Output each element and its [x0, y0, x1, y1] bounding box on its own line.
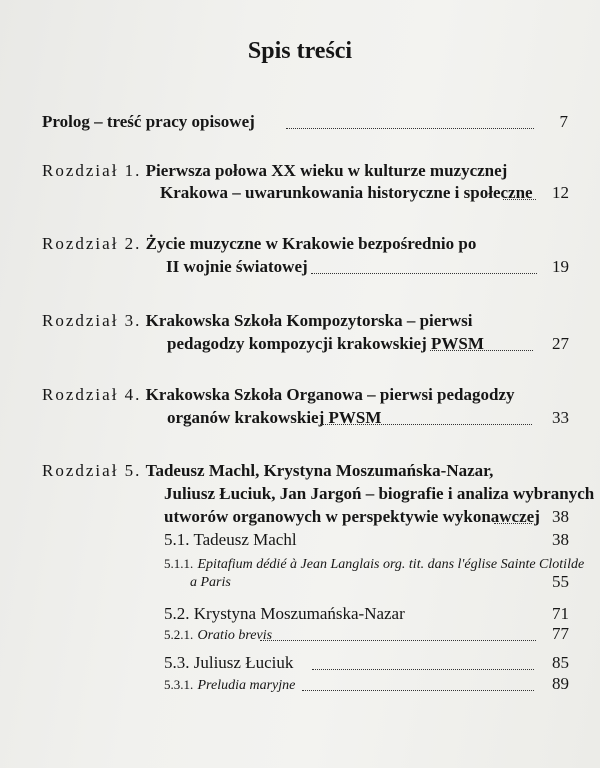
- chapter-title-line1: Krakowska Szkoła Kompozytorska – pierwsi: [145, 311, 473, 330]
- chapter-page: 33: [552, 408, 569, 427]
- chapter-title-line1: Tadeusz Machl, Krystyna Moszumańska-Nazar,: [145, 461, 494, 480]
- subsection-title-line1: Epitafium dédié à Jean Langlais org. tit. dans l'église Sainte Clotilde: [197, 557, 585, 572]
- chapter-title-line1: Życie muzyczne w Krakowie bezpośrednio po: [145, 234, 477, 253]
- subsection-title: Oratio brevis: [197, 628, 273, 643]
- chapter-title-line2: II wojnie światowej: [166, 257, 308, 276]
- dot-leader: [311, 273, 537, 274]
- chapter-title-line2: pedagodzy kompozycji krakowskiej PWSM: [167, 334, 484, 353]
- toc-prolog-label[interactable]: Prolog – treść pracy opisowej: [42, 112, 255, 131]
- subsection-page: 38: [552, 530, 569, 549]
- toc-prolog-page: 7: [559, 112, 568, 131]
- chapter-page: 12: [552, 183, 569, 202]
- chapter-label: Rozdział 3.: [42, 311, 142, 330]
- subsection-page: 89: [552, 674, 569, 693]
- toc-subsection-5-3-1[interactable]: [164, 674, 295, 696]
- toc-subsection-5-1[interactable]: 5.1. Tadeusz Machl: [164, 530, 297, 549]
- chapter-page: 27: [552, 334, 569, 353]
- subsection-page: 55: [552, 572, 569, 591]
- dot-leader: [260, 640, 536, 641]
- chapter-label: Rozdział 1.: [42, 161, 142, 180]
- chapter-title-line1: Krakowska Szkoła Organowa – pierwsi pedagodzy: [145, 385, 515, 404]
- subsection-title: Preludia maryjne: [197, 678, 296, 693]
- chapter-label: Rozdział 2.: [42, 234, 142, 253]
- subsection-page: 85: [552, 653, 569, 672]
- subsection-number: 5.2.1.: [164, 627, 194, 642]
- subsection-title-line2: a Paris: [190, 575, 231, 590]
- subsection-page: 71: [552, 604, 569, 623]
- toc-subsection-5-1-1[interactable]: [164, 553, 584, 575]
- chapter-title-line1: Pierwsza połowa XX wieku w kulturze muzycznej: [145, 161, 508, 180]
- dot-leader: [302, 690, 534, 691]
- toc-chapter-2[interactable]: [42, 234, 476, 254]
- dot-leader: [320, 424, 532, 425]
- chapter-label: Rozdział 4.: [42, 385, 142, 404]
- toc-subsection-5-2[interactable]: 5.2. Krystyna Moszumańska-Nazar: [164, 604, 405, 623]
- subsection-number: 5.3.1.: [164, 677, 194, 692]
- toc-chapter-1[interactable]: [42, 161, 507, 181]
- chapter-page: 19: [552, 257, 569, 276]
- chapter-label: Rozdział 5.: [42, 461, 142, 480]
- subsection-number: 5.1.1.: [164, 556, 194, 571]
- toc-chapter-3[interactable]: [42, 311, 472, 331]
- dot-leader: [430, 350, 533, 351]
- chapter-page: 38: [552, 507, 569, 526]
- dot-leader: [312, 669, 534, 670]
- dot-leader: [494, 523, 532, 524]
- chapter-title-line2: Krakowa – uwarunkowania historyczne i społeczne: [160, 183, 533, 202]
- toc-chapter-5[interactable]: [42, 461, 493, 481]
- chapter-title-line2: Juliusz Łuciuk, Jan Jargoń – biografie i analiza wybranych: [164, 484, 595, 503]
- subsection-page: 77: [552, 624, 569, 643]
- toc-chapter-4[interactable]: [42, 385, 515, 405]
- page-title: Spis treści: [247, 38, 353, 64]
- toc-subsection-5-2-1[interactable]: [164, 624, 272, 646]
- dot-leader: [286, 128, 534, 129]
- toc-subsection-5-3[interactable]: 5.3. Juliusz Łuciuk: [164, 653, 294, 672]
- chapter-title-line3: utworów organowych w perspektywie wykonawczej: [164, 507, 540, 526]
- chapter-title-line2: organów krakowskiej PWSM: [167, 408, 382, 427]
